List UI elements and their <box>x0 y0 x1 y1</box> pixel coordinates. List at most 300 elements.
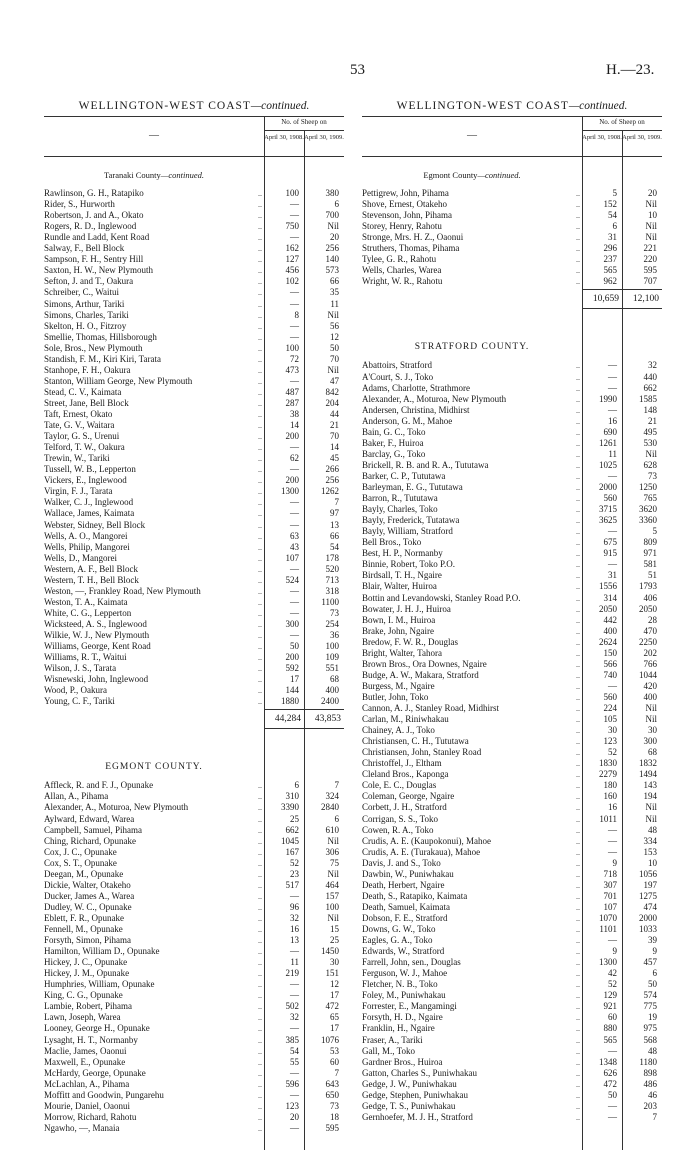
sheep-1908: — <box>290 442 299 453</box>
leader-dots: .. <box>576 1068 580 1078</box>
sheep-1909: 1044 <box>639 669 657 680</box>
owner-name: Death, Samuel, Kaimata <box>362 901 450 912</box>
sheep-1908: 50 <box>290 641 299 652</box>
leader-dots: .. <box>258 299 262 309</box>
table-row <box>362 199 662 210</box>
table-row <box>362 360 662 371</box>
sheep-1909: Nil <box>327 868 339 879</box>
sheep-1909: 39 <box>648 935 657 946</box>
sheep-1909: 45 <box>330 453 339 464</box>
table-row <box>44 1112 344 1123</box>
owner-name: Trewin, W., Tariki <box>44 453 110 464</box>
owner-name: Stanton, William George, New Plymouth <box>44 375 193 386</box>
owner-name: Williams, R. T., Waitui <box>44 652 127 663</box>
leader-dots: .. <box>576 880 580 890</box>
owner-name: Hickey, J. C., Opunake <box>44 957 128 968</box>
sheep-1909: 140 <box>325 254 339 265</box>
leader-dots: .. <box>576 483 580 492</box>
table-row <box>362 825 662 836</box>
leader-dots: .. <box>576 372 580 382</box>
table-row <box>44 979 344 990</box>
sheep-1908: 17 <box>290 674 299 685</box>
sheep-1908: 502 <box>285 1001 299 1012</box>
leader-dots: .. <box>576 1057 580 1067</box>
leader-dots: .. <box>258 1068 262 1078</box>
owner-name: Dawbin, W., Puniwhakau <box>362 868 454 879</box>
sheep-1909: 32 <box>648 360 657 371</box>
leader-dots: .. <box>576 593 580 603</box>
sheep-1908: 200 <box>285 652 299 663</box>
owner-name: Tate, G. V., Waitara <box>44 420 115 431</box>
table-row <box>362 221 662 232</box>
sheep-1908: 42 <box>608 968 617 979</box>
name-column-header: — <box>467 130 477 141</box>
owner-name: Death, S., Ratapiko, Kaimata <box>362 890 468 901</box>
leader-dots: .. <box>258 255 262 265</box>
sheep-1908: 560 <box>603 493 617 504</box>
sheep-1909: 662 <box>643 382 657 393</box>
sheep-1909: 486 <box>643 1078 657 1089</box>
table-row <box>44 630 344 641</box>
leader-dots: .. <box>576 200 580 210</box>
sheep-1909: 17 <box>330 1023 339 1034</box>
table-row <box>362 526 662 537</box>
owner-name: Stevenson, John, Pihama <box>362 210 452 221</box>
table-row <box>362 681 662 692</box>
owner-name: Ducker, James A., Warea <box>44 890 135 901</box>
sheep-1909: 14 <box>330 442 339 453</box>
sheep-1908: 11 <box>290 957 299 968</box>
leader-dots: .. <box>576 759 580 769</box>
table-row <box>362 1057 662 1068</box>
sheep-1909: 30 <box>648 725 657 736</box>
table-row <box>362 990 662 1001</box>
sheep-1908: 3715 <box>599 504 617 515</box>
leader-dots: .. <box>576 781 580 791</box>
sheep-1909: 306 <box>325 846 339 857</box>
leader-dots: .. <box>576 189 580 198</box>
sheep-1908: 524 <box>285 574 299 585</box>
sheep-1908: 675 <box>603 537 617 548</box>
sheep-1908: 62 <box>290 453 299 464</box>
sheep-1908: — <box>290 519 299 530</box>
sheep-1909: 573 <box>325 265 339 276</box>
sheep-1908: 63 <box>290 530 299 541</box>
sheep-1908: 23 <box>290 868 299 879</box>
owner-name: Abattoirs, Stratford <box>362 360 432 371</box>
leader-dots: .. <box>576 266 580 276</box>
sheep-1909: 334 <box>643 835 657 846</box>
table-row <box>362 913 662 924</box>
sheep-1909: 143 <box>643 780 657 791</box>
leader-dots: .. <box>576 913 580 923</box>
table-row <box>362 449 662 460</box>
sheep-1909: Nil <box>645 802 657 813</box>
owner-name: McHardy, George, Opunake <box>44 1067 146 1078</box>
sheep-1908: 750 <box>285 221 299 232</box>
sheep-1909: 400 <box>325 685 339 696</box>
owner-name: Schreiber, C., Waitui <box>44 287 119 298</box>
sheep-1908: 160 <box>603 791 617 802</box>
leader-dots: .. <box>258 1079 262 1089</box>
owner-name: Wicksteed, A. S., Inglewood <box>44 618 147 629</box>
leader-dots: .. <box>576 582 580 592</box>
table-row <box>362 1001 662 1012</box>
sheep-1909: 406 <box>643 592 657 603</box>
leader-dots: .. <box>576 1090 580 1100</box>
sheep-1908: 31 <box>608 570 617 581</box>
leader-dots: .. <box>258 836 262 846</box>
owner-name: Edwards, W., Stratford <box>362 946 445 957</box>
table-row <box>44 1001 344 1012</box>
owner-name: Virgin, F. J., Tarata <box>44 486 113 497</box>
sheep-1909: 48 <box>648 824 657 835</box>
leader-dots: .. <box>576 416 580 426</box>
table-row <box>362 659 662 670</box>
sheep-1909: Nil <box>327 309 339 320</box>
table-row <box>362 957 662 968</box>
table-row <box>44 1090 344 1101</box>
sheep-1909: 68 <box>330 674 339 685</box>
sheep-1909: 380 <box>325 188 339 198</box>
sheep-1909: 6 <box>334 813 339 824</box>
sheep-1909: 2840 <box>321 802 339 813</box>
owner-name: Coleman, George, Ngaire <box>362 791 455 802</box>
sheep-1908: 517 <box>285 879 299 890</box>
sheep-1908: 16 <box>290 924 299 934</box>
table-row <box>44 243 344 254</box>
table-row <box>44 265 344 276</box>
owner-name: Crudis, A. E. (Turakaua), Mahoe <box>362 846 481 857</box>
sheep-1909: 202 <box>643 647 657 658</box>
sheep-1908: — <box>290 946 299 957</box>
owner-name: Crudis, A. E. (Kaupokonui), Mahoe <box>362 835 491 846</box>
owner-name: Storey, Henry, Rahotu <box>362 221 442 232</box>
owner-name: Pettigrew, John, Pihama <box>362 188 449 198</box>
sheep-1908: 30 <box>608 725 617 736</box>
sheep-1909: 194 <box>643 791 657 802</box>
sheep-1908: — <box>290 320 299 331</box>
owner-name: Salway, F., Bell Block <box>44 243 125 254</box>
sheep-1908: 287 <box>285 397 299 408</box>
sheep-1909: 568 <box>643 1034 657 1045</box>
sheep-1908: 32 <box>290 1012 299 1023</box>
leader-dots: .. <box>576 715 580 725</box>
sheep-1908: 442 <box>603 614 617 625</box>
sheep-1909: 54 <box>330 541 339 552</box>
sheep-1908: — <box>290 890 299 901</box>
table-row <box>362 780 662 791</box>
leader-dots: .. <box>576 460 580 470</box>
sheep-1908: — <box>290 979 299 990</box>
owner-name: Death, Herbert, Ngaire <box>362 879 445 890</box>
table-row <box>44 431 344 442</box>
sheep-1908: 2050 <box>599 603 617 614</box>
sheep-1909: 70 <box>330 431 339 442</box>
leader-dots: .. <box>258 343 262 353</box>
leader-dots: .. <box>576 1112 580 1122</box>
sheep-1909: 3360 <box>639 515 657 526</box>
leader-dots: .. <box>576 361 580 371</box>
table-row <box>44 968 344 979</box>
table-row <box>362 243 662 254</box>
table-row <box>44 387 344 398</box>
leader-dots: .. <box>258 421 262 431</box>
owner-name: Binnie, Robert, Toko P.O. <box>362 559 455 570</box>
owner-name: Rogers, R. D., Inglewood <box>44 221 137 232</box>
title-main: WELLINGTON-WEST COAST <box>78 100 251 112</box>
owner-name: Wood, P., Oakura <box>44 685 108 696</box>
table-row <box>362 548 662 559</box>
owner-name: Smellie, Thomas, Hillsborough <box>44 331 157 342</box>
owner-name: Stead, C. V., Kaimata <box>44 386 122 397</box>
owner-name: Barleyman, E. G., Tututawa <box>362 482 463 492</box>
sheep-1909: 2250 <box>639 636 657 647</box>
table-row <box>44 475 344 486</box>
sheep-1908: 54 <box>608 210 617 221</box>
table-row <box>44 420 344 431</box>
owner-name: Standish, F. M., Kiri Kiri, Tarata <box>44 353 161 364</box>
table-row <box>362 836 662 847</box>
total-1909: 43,853 <box>314 714 341 725</box>
leader-dots: .. <box>576 1013 580 1023</box>
leader-dots: .. <box>576 427 580 437</box>
table-row <box>362 946 662 957</box>
sheep-1908: 560 <box>603 691 617 702</box>
leader-dots: .. <box>258 814 262 824</box>
owner-name: Tylee, G. R., Rahotu <box>362 254 437 265</box>
leader-dots: .. <box>576 902 580 912</box>
owner-name: Eagles, G. A., Toko <box>362 935 433 946</box>
leader-dots: .. <box>576 792 580 802</box>
leader-dots: .. <box>258 310 262 320</box>
leader-dots: .. <box>258 825 262 835</box>
leader-dots: .. <box>258 498 262 508</box>
leader-dots: .. <box>258 233 262 243</box>
sheep-1909: 324 <box>325 791 339 802</box>
owner-name: Davis, J. and S., Toko <box>362 857 441 868</box>
leader-dots: .. <box>258 1002 262 1012</box>
owner-name: Blair, Walter, Huiroa <box>362 581 437 592</box>
sheep-1908: 565 <box>603 1034 617 1045</box>
sheep-1908: 596 <box>285 1078 299 1089</box>
sheep-1908: — <box>290 331 299 342</box>
owner-name: Webster, Sidney, Bell Block <box>44 519 146 530</box>
sheep-1908: 52 <box>290 857 299 868</box>
table-row <box>44 365 344 376</box>
sheep-1908: — <box>608 824 617 835</box>
sheep-1909: 66 <box>330 276 339 287</box>
section-heading <box>362 170 582 180</box>
table-row <box>44 935 344 946</box>
owner-name: Downs, G. W., Toko <box>362 924 436 934</box>
owner-name: Walker, C. J., Inglewood <box>44 497 134 508</box>
leader-dots: .. <box>576 222 580 232</box>
sheep-1909: 157 <box>325 890 339 901</box>
sheep-1909: 1033 <box>639 924 657 934</box>
owner-name: Bell Bros., Toko <box>362 537 422 548</box>
sheep-1909: 18 <box>330 1111 339 1122</box>
owner-name: Dudley, W. C., Opunake <box>44 901 132 912</box>
owner-name: Maclie, James, Oaonui <box>44 1045 127 1056</box>
owner-name: Looney, George H., Opunake <box>44 1023 150 1034</box>
leader-dots: .. <box>258 476 262 486</box>
sheep-1909: 440 <box>643 371 657 382</box>
leader-dots: .. <box>576 549 580 559</box>
sheep-1908: 105 <box>603 714 617 725</box>
owner-name: Wells, A. O., Mangorei <box>44 530 128 541</box>
owner-name: Deegan, M., Opunake <box>44 868 124 879</box>
sheep-1909: 530 <box>643 437 657 448</box>
sheep-1909: 1180 <box>639 1056 657 1067</box>
sheep-1908: — <box>608 404 617 415</box>
leader-dots: .. <box>258 454 262 464</box>
sheep-1908: 237 <box>603 254 617 265</box>
sheep-1909: 178 <box>325 552 339 563</box>
owner-name: Taft, Ernest, Okato <box>44 409 113 419</box>
sheep-1908: 718 <box>603 868 617 879</box>
owner-name: Farrell, John, sen., Douglas <box>362 957 461 968</box>
leader-dots: .. <box>258 1046 262 1056</box>
sheep-1908: 162 <box>285 243 299 254</box>
sheep-1909: Nil <box>645 714 657 725</box>
table-row <box>44 575 344 586</box>
leader-dots: .. <box>258 1090 262 1100</box>
owner-name: Gernhoefer, M. J. H., Stratford <box>362 1111 473 1122</box>
owner-name: Bowater, J. H. J., Huiroa <box>362 603 451 614</box>
sheep-1908: — <box>608 835 617 846</box>
owner-name: Birdsall, T. H., Ngaire <box>362 570 442 581</box>
leader-dots: .. <box>258 619 262 629</box>
leader-dots: .. <box>258 520 262 530</box>
sheep-1908: 2624 <box>599 636 617 647</box>
sheep-1908: 3390 <box>281 802 299 813</box>
sheep-1909: 420 <box>643 680 657 691</box>
sheep-1909: 1275 <box>639 890 657 901</box>
leader-dots: .. <box>258 465 262 475</box>
sheep-1908: — <box>290 375 299 386</box>
leader-dots: .. <box>576 1024 580 1034</box>
sheep-1909: 971 <box>643 548 657 559</box>
owner-name: Humphries, William, Opunake <box>44 979 155 990</box>
column-header-1909: April 30, 1909. <box>304 134 344 141</box>
sheep-1909: 1076 <box>321 1034 339 1045</box>
sheep-1908: 2000 <box>599 482 617 492</box>
owner-name: Morrow, Richard, Rahotu <box>44 1111 137 1122</box>
leader-dots: .. <box>258 354 262 364</box>
owner-name: Butler, John, Toko <box>362 691 429 702</box>
sheep-1908: 1300 <box>599 957 617 968</box>
leader-dots: .. <box>258 902 262 912</box>
owner-name: Cannon, A. J., Stanley Road, Midhirst <box>362 703 499 713</box>
sheep-1909: 1585 <box>639 393 657 404</box>
sheep-1908: 5 <box>612 188 617 198</box>
owner-name: Rundle and Ladd, Kent Road <box>44 232 150 243</box>
sheep-1909: 1494 <box>639 769 657 780</box>
table-row <box>362 1112 662 1123</box>
sheep-1908: 52 <box>608 747 617 758</box>
sheep-1909: 472 <box>325 1001 339 1012</box>
sheep-1908: 1556 <box>599 581 617 592</box>
owner-name: Corbett, J. H., Stratford <box>362 802 447 813</box>
owner-name: Tussell, W. B., Lepperton <box>44 464 136 475</box>
leader-dots: .. <box>258 631 262 640</box>
sheep-1908: — <box>290 630 299 640</box>
leader-dots: .. <box>576 394 580 404</box>
table-row <box>362 858 662 869</box>
leader-dots: .. <box>576 770 580 780</box>
leader-dots: .. <box>258 564 262 574</box>
sheep-1909: 7 <box>334 497 339 508</box>
leader-dots: .. <box>576 858 580 868</box>
title-main: WELLINGTON-WEST COAST <box>396 100 569 112</box>
table-row <box>44 542 344 553</box>
sheep-1908: 701 <box>603 890 617 901</box>
table-row <box>362 482 662 493</box>
owner-name: Cowen, R. A., Toko <box>362 824 434 835</box>
table-row <box>362 615 662 626</box>
table-row <box>362 1023 662 1034</box>
sheep-1908: 32 <box>290 912 299 923</box>
table-row <box>44 1035 344 1046</box>
sheep-1908: — <box>608 1045 617 1056</box>
owner-name: Foley, M., Puniwhakau <box>362 990 446 1001</box>
sheep-1909: 256 <box>325 475 339 486</box>
title-suffix: —continued. <box>568 100 628 112</box>
leader-dots: .. <box>258 1123 262 1133</box>
sheep-1909: 20 <box>648 188 657 198</box>
table-row <box>44 791 344 802</box>
sheep-1908: 1101 <box>599 924 617 934</box>
section-heading-name: Taranaki County <box>104 170 161 180</box>
owner-name: Gedge, J. W., Puniwhakau <box>362 1078 457 1089</box>
table-row <box>44 1123 344 1134</box>
sheep-1908: — <box>290 585 299 596</box>
sheep-1908: 1261 <box>599 437 617 448</box>
owner-name: Corrigan, S. S., Toko <box>362 813 438 824</box>
sheep-1908: 55 <box>290 1056 299 1067</box>
table-row <box>362 924 662 935</box>
table-row <box>362 265 662 276</box>
sheep-1909: 1793 <box>639 581 657 592</box>
leader-dots: .. <box>576 1046 580 1056</box>
sheep-1909: 266 <box>325 464 339 475</box>
table-row <box>44 464 344 475</box>
sheep-1908: — <box>608 935 617 946</box>
sheep-1909: 7 <box>334 780 339 791</box>
table-row <box>362 416 662 427</box>
owner-name: Barclay, G., Toko <box>362 448 426 459</box>
leader-dots: .. <box>258 432 262 442</box>
sheep-1908: 180 <box>603 780 617 791</box>
sheep-1909: 109 <box>325 652 339 663</box>
leader-dots: .. <box>258 891 262 901</box>
sheep-1908: 219 <box>285 968 299 979</box>
leader-dots: .. <box>258 969 262 979</box>
owner-name: Bayly, Charles, Toko <box>362 504 438 515</box>
sheep-1909: 203 <box>643 1100 657 1111</box>
leader-dots: .. <box>576 737 580 747</box>
table-row <box>44 1101 344 1112</box>
sheep-1908: 296 <box>603 243 617 254</box>
sheep-1908: 690 <box>603 426 617 437</box>
owner-name: Wright, W. R., Rahotu <box>362 276 443 287</box>
table-row <box>44 913 344 924</box>
table-row <box>44 814 344 825</box>
sheep-1908: — <box>608 371 617 382</box>
sheep-1908: — <box>290 298 299 309</box>
sheep-1909: 595 <box>325 1122 339 1133</box>
